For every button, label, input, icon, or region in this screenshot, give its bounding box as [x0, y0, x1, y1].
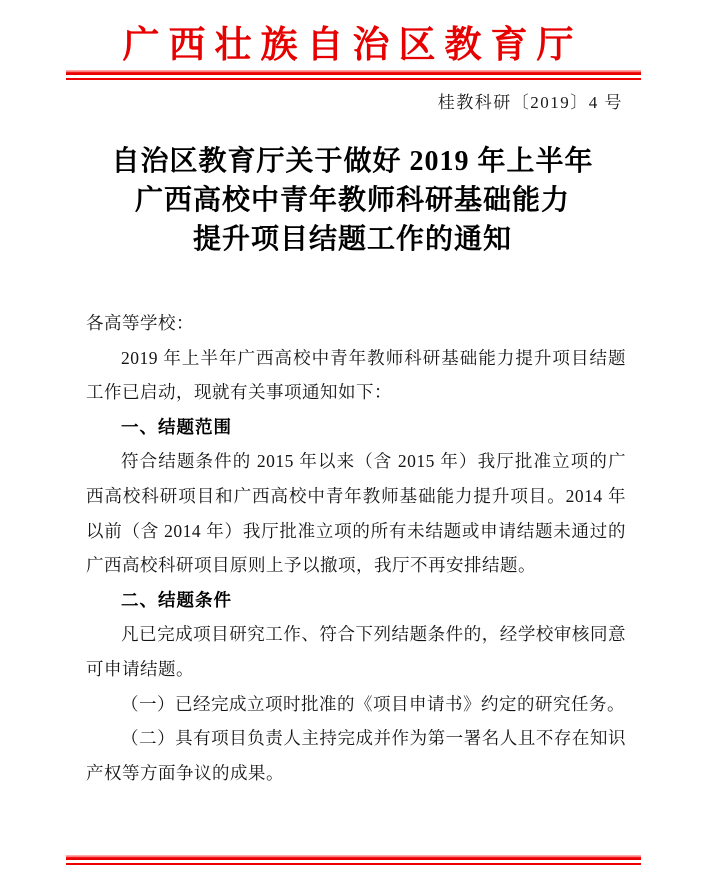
section-heading-1: 一、结题范围 [121, 416, 232, 437]
letterhead-divider-rule [66, 70, 641, 80]
paragraph-scope: 符合结题条件的 2015 年以来（含 2015 年）我厅批准立项的广西高校科研项目和广西高校中青年教师基础能力提升项目。2014 年以前（含 2014 年）我厅批准立项的所有未结题或申请结题未通过的广西高校科研项目原则上予以撤项，我厅不再安排结题。 [86, 451, 626, 576]
paragraph-intro: 2019 年上半年广西高校中青年教师科研基础能力提升项目结题工作已启动，现就有关事项通知如下： [86, 347, 626, 403]
notice-title [0, 142, 705, 259]
letterhead-agency-name: 广西壮族自治区教育厅 [122, 25, 583, 66]
salutation: 各高等学校： [86, 313, 194, 333]
paragraph-condition-1: （一）已经完成立项时批准的《项目申请书》约定的研究任务。 [121, 693, 625, 714]
notice-title-line-2: 广西高校中青年教师科研基础能力 [134, 185, 570, 216]
footer-divider-thin-line [66, 863, 641, 865]
notice-body [86, 306, 626, 790]
paragraph-conditions-intro: 凡已完成项目研究工作、符合下列结题条件的，经学校审核同意可申请结题。 [86, 624, 626, 679]
paragraph-condition-2: （二）具有项目负责人主持完成并作为第一署名人且不存在知识产权等方面争议的成果。 [86, 728, 626, 783]
section-heading-2: 二、结题条件 [121, 589, 232, 610]
notice-title-line-3: 提升项目结题工作的通知 [192, 224, 512, 255]
footer-divider-rule [66, 855, 641, 865]
divider-thin-line [66, 78, 641, 80]
notice-title-line-1: 自治区教育厅关于做好 2019 年上半年 [111, 146, 594, 177]
document-reference-number: 桂教科研〔2019〕4 号 [437, 93, 623, 112]
